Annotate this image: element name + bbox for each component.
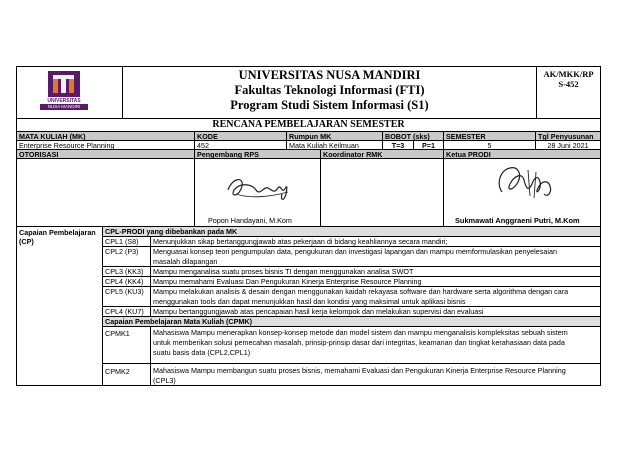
col-cluster: Rumpun MK [286, 131, 383, 141]
cpl-text: masalah dilapangan [153, 256, 218, 266]
outcomes-label-2: (CP) [19, 237, 34, 246]
cpmk-text: suatu basis data (CPL2,CPL1) [153, 348, 251, 357]
cpl-code: CPL1 (S8) [102, 236, 151, 247]
head-label: Ketua PRODI [443, 149, 601, 159]
faculty-name: Fakultas Teknologi Informasi (FTI) [234, 83, 425, 97]
cpl-code: CPL3 (KK3) [102, 266, 151, 277]
logo-text-1: UNIVERSITAS [47, 98, 81, 104]
doc-code: AK/MKK/RP [543, 69, 594, 79]
cpl-text: Menguasai konsep teori pengumpulan data, pengukuran dan investigasi lapangan dan mampu memformulasikan penyelesaian [153, 247, 557, 256]
cpl-code: CPL4 (KU7) [102, 306, 151, 317]
col-course: MATA KULIAH (MK) [16, 131, 195, 141]
coordinator-signature-cell [320, 158, 444, 227]
cpl-text: Menunjukkan sikap bertanggungjawab atas pekerjaan di bidang keahliannya secara mandiri; [150, 236, 601, 247]
cpmk-text: Mahasiswa Mampu membangun suatu proses bisnis, memahami Evaluasi dan Pengukuran Kinerja Enterprise Resource Planning [153, 366, 566, 375]
cpmk-text: (CPL3) [153, 376, 176, 385]
cpl-text: Mampu menganalisa suatu proses bisnis TI dengan menggunakan analisa SWOT [150, 266, 601, 277]
cpl-code: CPL2 (P3) [102, 246, 151, 267]
outcomes-label-1: Capaian Pembelajaran [19, 228, 96, 237]
outcomes-label-cell [16, 226, 103, 386]
doc-number: S-452 [558, 79, 579, 89]
col-code: KODE [194, 131, 287, 141]
cpmk-header: Capaian Pembelajaran Mata Kuliah (CPMK) [102, 316, 601, 327]
developer-label: Pengembang RPS [194, 149, 321, 159]
col-credit: BOBOT (sks) [382, 131, 444, 141]
cpl-code: CPL5 (KU3) [102, 286, 151, 307]
program-name: Program Studi Sistem Informasi (S1) [230, 98, 429, 112]
university-name: UNIVERSITAS NUSA MANDIRI [238, 68, 421, 82]
cpl-text: menggunakan tools dan dapat menunjukkan hasil dan kondisi yang maksimal untuk aplikasi bisnis [153, 296, 466, 306]
document-title: RENCANA PEMBELAJARAN SEMESTER [16, 118, 601, 132]
col-semester: SEMESTER [443, 131, 536, 141]
course-semester: 5 [443, 140, 536, 150]
coordinator-label: Koordinator RMK [320, 149, 444, 159]
cpl-header: CPL-PRODI yang dibebankan pada MK [102, 226, 601, 237]
course-code: 452 [194, 140, 287, 150]
cpmk-code: CPMK1 [102, 326, 151, 364]
credit-theory: T=3 [382, 140, 414, 150]
cpmk-code: CPMK2 [102, 363, 151, 386]
head-name: Sukmawati Anggraeni Putri, M.Kom [455, 216, 580, 225]
cpl-text: Mampu memahami Evaluasi Dan Pengukuran Kinerja Enterprise Resource Planning [150, 276, 601, 287]
cpl-text: Mampu melakukan analisis & desain dengan menggunakan kaidah rekayasa software dan hardware serta algorithma dengan cara [153, 287, 569, 296]
authorization-empty-cell [16, 158, 195, 227]
logo-text-2: NUSA MANDIRI [40, 104, 88, 110]
developer-name: Popon Handayani, M.Kom [208, 216, 292, 225]
cpl-code: CPL4 (KK4) [102, 276, 151, 287]
credit-practice: P=1 [413, 140, 444, 150]
col-date: Tgl Penyusunan [535, 131, 601, 141]
course-name: Enterprise Resource Planning [16, 140, 195, 150]
cpmk-text: Mahasiswa Mampu menerapkan konsep-konsep metode dan model sistem dan mampu menganalisis kompleksitas sebuah sistem [153, 328, 568, 337]
authorization-label: OTORISASI [16, 149, 195, 159]
course-date: 28 Juni 2021 [535, 140, 601, 150]
cpmk-text: untuk memberikan solusi pemecahan masalah, prinsip-prinsip dasar dari integritas, keamanan dan tingkat kerahasiaan data pada [153, 338, 565, 347]
course-cluster: Mata Kuliah Keilmuan [286, 140, 383, 150]
head-signature [488, 162, 560, 206]
cpl-text: Mampu bertanggungjawab atas pencapaian hasil kerja kelompok dan melakukan supervisi dan evaluasi [150, 306, 601, 317]
developer-signature [222, 168, 294, 208]
